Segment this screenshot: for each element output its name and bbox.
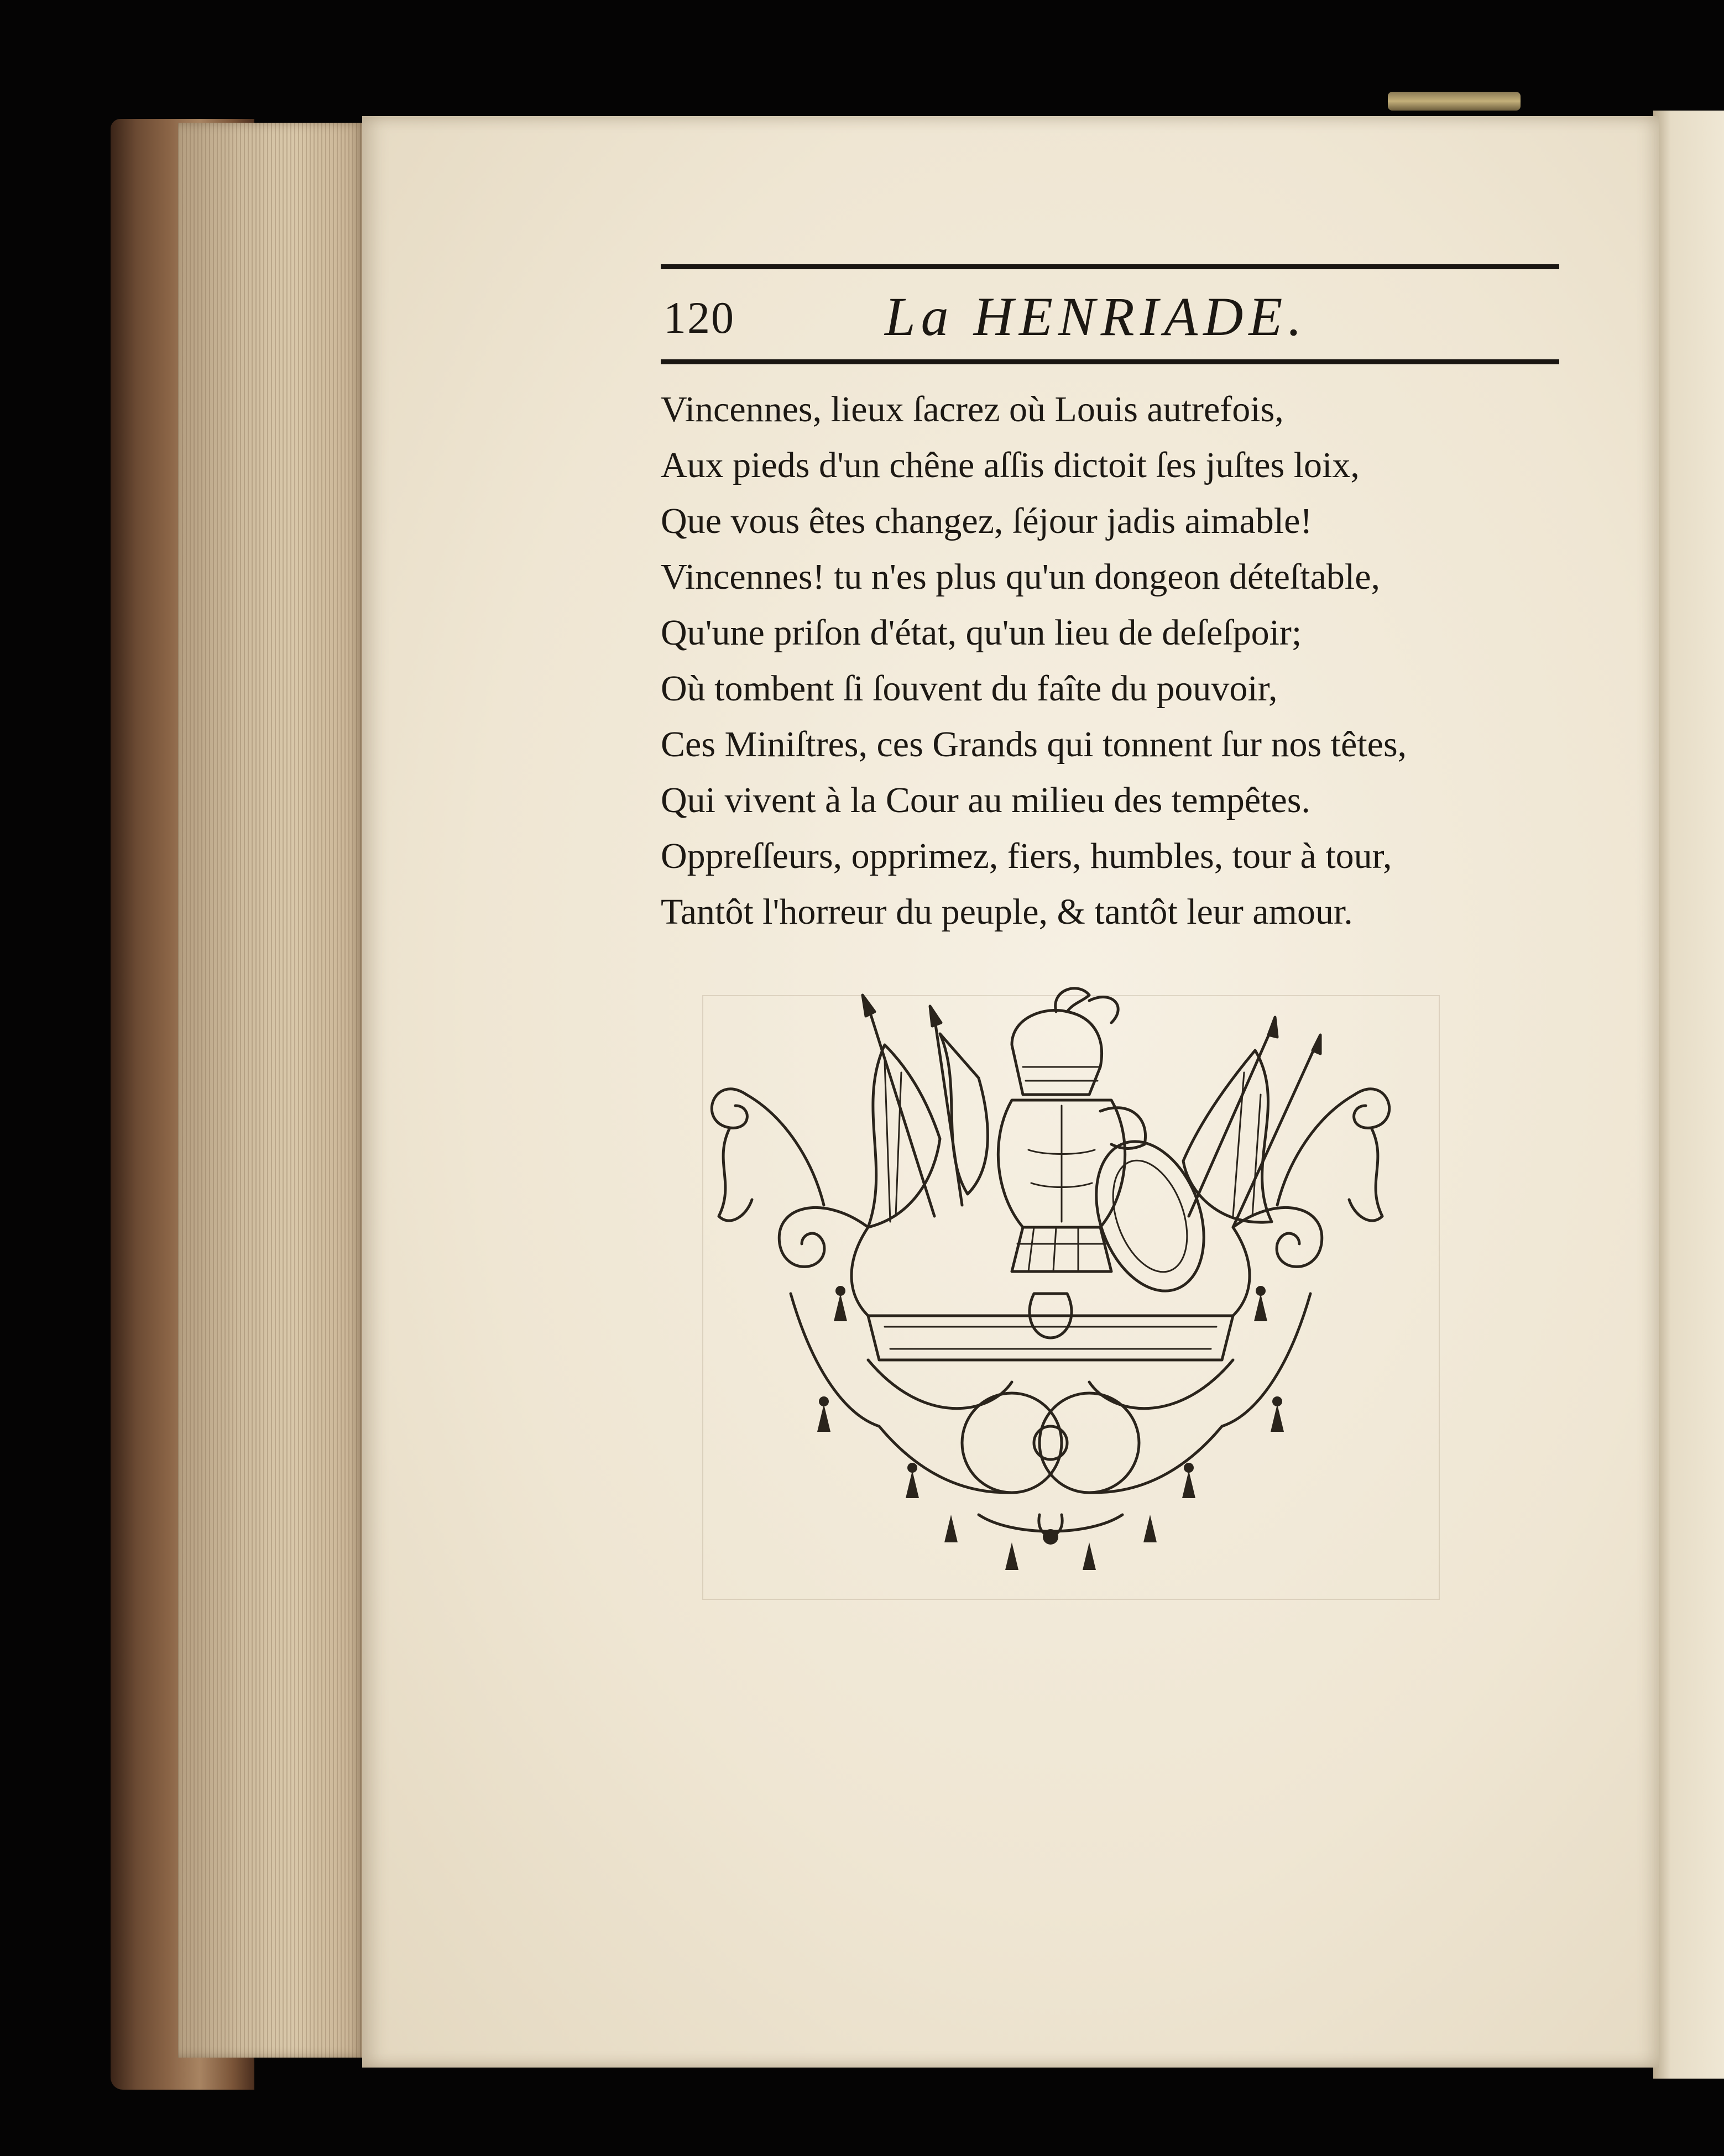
verse-line: Oppreſſeurs, opprimez, fiers, humbles, tour à tour, <box>661 836 1392 876</box>
verse-line: Qui vivent à la Cour au milieu des tempêtes. <box>661 780 1310 820</box>
header-rule-top <box>661 264 1559 269</box>
verse-line: Tantôt l'horreur du peuple, & tantôt leur amour. <box>661 892 1353 932</box>
running-title: La HENRIADE. <box>885 286 1308 347</box>
verse-line: Aux pieds d'un chêne aſſis dictoit ſes juſtes loix, <box>661 445 1360 485</box>
binding-clasp <box>1388 92 1521 111</box>
page-fore-edge <box>178 123 363 2058</box>
verse-block <box>661 381 1573 940</box>
header-rule-bottom <box>661 359 1559 364</box>
trophy-of-arms-vignette-icon <box>702 984 1399 1598</box>
verse-line: Vincennes, lieux ſacrez où Louis autrefois, <box>661 389 1284 430</box>
verse-line: Où tombent ſi ſouvent du faîte du pouvoir, <box>661 668 1278 709</box>
verse-line: Que vous êtes changez, ſéjour jadis aimable! <box>661 501 1313 541</box>
verse-line: Ces Miniſtres, ces Grands qui tonnent ſur nos têtes, <box>661 724 1407 765</box>
verse-line: Vincennes! tu n'es plus qu'un dongeon déteſtable, <box>661 557 1381 597</box>
page-number: 120 <box>664 292 735 343</box>
verse-line: Qu'une priſon d'état, qu'un lieu de deſeſpoir; <box>661 613 1302 653</box>
facing-page-edge <box>1653 111 1724 2079</box>
